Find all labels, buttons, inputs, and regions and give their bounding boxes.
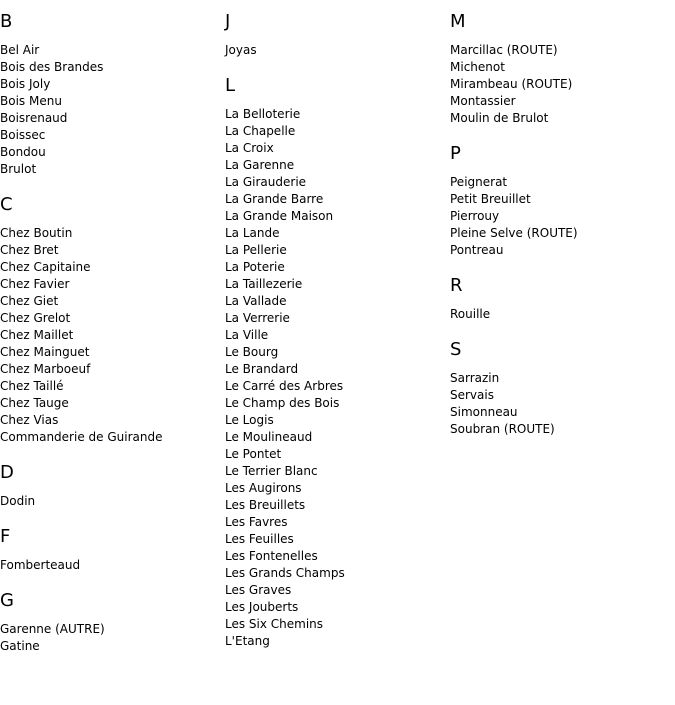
place-link-la-girauderie[interactable]: La Girauderie — [225, 175, 307, 189]
place-list — [450, 42, 675, 127]
place-link-servais[interactable]: Servais — [450, 388, 494, 402]
letter-heading: M — [450, 11, 466, 32]
place-link-la-belloterie[interactable]: La Belloterie — [225, 107, 301, 121]
letter-heading: C — [0, 194, 13, 215]
place-link-bois-joly[interactable]: Bois Joly — [0, 77, 51, 91]
place-link-la-pellerie[interactable]: La Pellerie — [225, 243, 287, 257]
place-list — [450, 174, 675, 259]
place-link-la-croix[interactable]: La Croix — [225, 141, 274, 155]
place-link-commanderie-de-guirande[interactable]: Commanderie de Guirande — [0, 430, 163, 444]
letter-group-f — [0, 526, 225, 574]
place-list — [0, 225, 225, 446]
index-column-2 — [225, 11, 450, 666]
letter-group-m — [450, 11, 675, 127]
place-link-boissec[interactable]: Boissec — [0, 128, 46, 142]
place-link-chez-marboeuf[interactable]: Chez Marboeuf — [0, 362, 91, 376]
place-link-le-terrier-blanc[interactable]: Le Terrier Blanc — [225, 464, 318, 478]
place-link-les-fontenelles[interactable]: Les Fontenelles — [225, 549, 318, 563]
letter-heading: B — [0, 11, 13, 32]
place-link-bel-air[interactable]: Bel Air — [0, 43, 40, 57]
place-link-garenne-autre[interactable]: Garenne (AUTRE) — [0, 622, 105, 636]
place-link-rouille[interactable]: Rouille — [450, 307, 491, 321]
place-link-fomberteaud[interactable]: Fomberteaud — [0, 558, 81, 572]
place-link-bondou[interactable]: Bondou — [0, 145, 46, 159]
place-link-les-six-chemins[interactable]: Les Six Chemins — [225, 617, 324, 631]
letter-heading: G — [0, 590, 14, 611]
letter-heading: R — [450, 275, 463, 296]
place-link-pierrouy[interactable]: Pierrouy — [450, 209, 500, 223]
letter-heading: P — [450, 143, 461, 164]
place-link-montassier[interactable]: Montassier — [450, 94, 516, 108]
place-list — [0, 621, 225, 655]
place-link-la-chapelle[interactable]: La Chapelle — [225, 124, 296, 138]
place-link-les-graves[interactable]: Les Graves — [225, 583, 292, 597]
place-link-peignerat[interactable]: Peignerat — [450, 175, 508, 189]
index-column-3 — [450, 11, 675, 454]
place-link-la-grande-maison[interactable]: La Grande Maison — [225, 209, 334, 223]
letter-group-s — [450, 339, 675, 438]
index-column-1 — [0, 11, 225, 671]
place-link-la-verrerie[interactable]: La Verrerie — [225, 311, 290, 325]
place-link-les-breuillets[interactable]: Les Breuillets — [225, 498, 306, 512]
place-link-chez-giet[interactable]: Chez Giet — [0, 294, 59, 308]
place-list — [450, 306, 675, 323]
place-link-la-lande[interactable]: La Lande — [225, 226, 280, 240]
place-list — [0, 493, 225, 510]
place-list — [450, 370, 675, 438]
place-link-bois-des-brandes[interactable]: Bois des Brandes — [0, 60, 104, 74]
place-link-la-grande-barre[interactable]: La Grande Barre — [225, 192, 324, 206]
place-link-chez-vias[interactable]: Chez Vias — [0, 413, 59, 427]
place-link-chez-favier[interactable]: Chez Favier — [0, 277, 70, 291]
place-link-le-carre-des-arbres[interactable]: Le Carré des Arbres — [225, 379, 344, 393]
place-link-les-augirons[interactable]: Les Augirons — [225, 481, 302, 495]
place-link-chez-maillet[interactable]: Chez Maillet — [0, 328, 74, 342]
place-link-les-jouberts[interactable]: Les Jouberts — [225, 600, 299, 614]
place-link-pontreau[interactable]: Pontreau — [450, 243, 504, 257]
place-list — [0, 42, 225, 178]
place-link-mirambeau-route[interactable]: Mirambeau (ROUTE) — [450, 77, 573, 91]
place-link-chez-bret[interactable]: Chez Bret — [0, 243, 59, 257]
place-link-brulot[interactable]: Brulot — [0, 162, 37, 176]
place-list — [0, 557, 225, 574]
letter-group-l — [225, 75, 450, 650]
letter-heading: S — [450, 339, 462, 360]
letter-group-c — [0, 194, 225, 446]
letter-heading: J — [225, 11, 231, 32]
place-link-chez-tauge[interactable]: Chez Tauge — [0, 396, 69, 410]
place-link-les-feuilles[interactable]: Les Feuilles — [225, 532, 294, 546]
place-link-sarrazin[interactable]: Sarrazin — [450, 371, 500, 385]
place-link-chez-taille[interactable]: Chez Taillé — [0, 379, 64, 393]
place-link-moulin-de-brulot[interactable]: Moulin de Brulot — [450, 111, 549, 125]
place-link-simonneau[interactable]: Simonneau — [450, 405, 518, 419]
letter-group-r — [450, 275, 675, 323]
letter-group-b — [0, 11, 225, 178]
letter-group-j — [225, 11, 450, 59]
place-link-petit-breuillet[interactable]: Petit Breuillet — [450, 192, 531, 206]
place-list — [225, 106, 450, 650]
place-link-le-brandard[interactable]: Le Brandard — [225, 362, 299, 376]
place-link-la-garenne[interactable]: La Garenne — [225, 158, 295, 172]
place-link-boisrenaud[interactable]: Boisrenaud — [0, 111, 68, 125]
letter-heading: D — [0, 462, 14, 483]
place-link-joyas[interactable]: Joyas — [225, 43, 257, 57]
place-link-pleine-selve-route[interactable]: Pleine Selve (ROUTE) — [450, 226, 578, 240]
place-link-les-favres[interactable]: Les Favres — [225, 515, 288, 529]
place-link-le-champ-des-bois[interactable]: Le Champ des Bois — [225, 396, 340, 410]
place-link-chez-grelot[interactable]: Chez Grelot — [0, 311, 71, 325]
place-list — [225, 42, 450, 59]
place-link-le-logis[interactable]: Le Logis — [225, 413, 274, 427]
place-link-dodin[interactable]: Dodin — [0, 494, 36, 508]
letter-group-d — [0, 462, 225, 510]
place-link-soubran-route[interactable]: Soubran (ROUTE) — [450, 422, 555, 436]
place-link-chez-capitaine[interactable]: Chez Capitaine — [0, 260, 91, 274]
place-link-michenot[interactable]: Michenot — [450, 60, 505, 74]
letter-heading: F — [0, 526, 11, 547]
place-link-bois-menu[interactable]: Bois Menu — [0, 94, 62, 108]
place-link-la-poterie[interactable]: La Poterie — [225, 260, 285, 274]
place-link-l-etang[interactable]: L'Etang — [225, 634, 270, 648]
place-link-gatine[interactable]: Gatine — [0, 639, 40, 653]
letter-group-g — [0, 590, 225, 655]
place-link-chez-boutin[interactable]: Chez Boutin — [0, 226, 73, 240]
place-link-la-vallade[interactable]: La Vallade — [225, 294, 287, 308]
place-link-le-bourg[interactable]: Le Bourg — [225, 345, 279, 359]
letter-group-p — [450, 143, 675, 259]
place-link-le-pontet[interactable]: Le Pontet — [225, 447, 282, 461]
letter-heading: L — [225, 75, 236, 96]
place-link-la-ville[interactable]: La Ville — [225, 328, 269, 342]
place-link-le-moulineaud[interactable]: Le Moulineaud — [225, 430, 313, 444]
place-link-les-grands-champs[interactable]: Les Grands Champs — [225, 566, 345, 580]
place-link-la-taillezerie[interactable]: La Taillezerie — [225, 277, 303, 291]
place-link-marcillac-route[interactable]: Marcillac (ROUTE) — [450, 43, 558, 57]
place-link-chez-mainguet[interactable]: Chez Mainguet — [0, 345, 90, 359]
